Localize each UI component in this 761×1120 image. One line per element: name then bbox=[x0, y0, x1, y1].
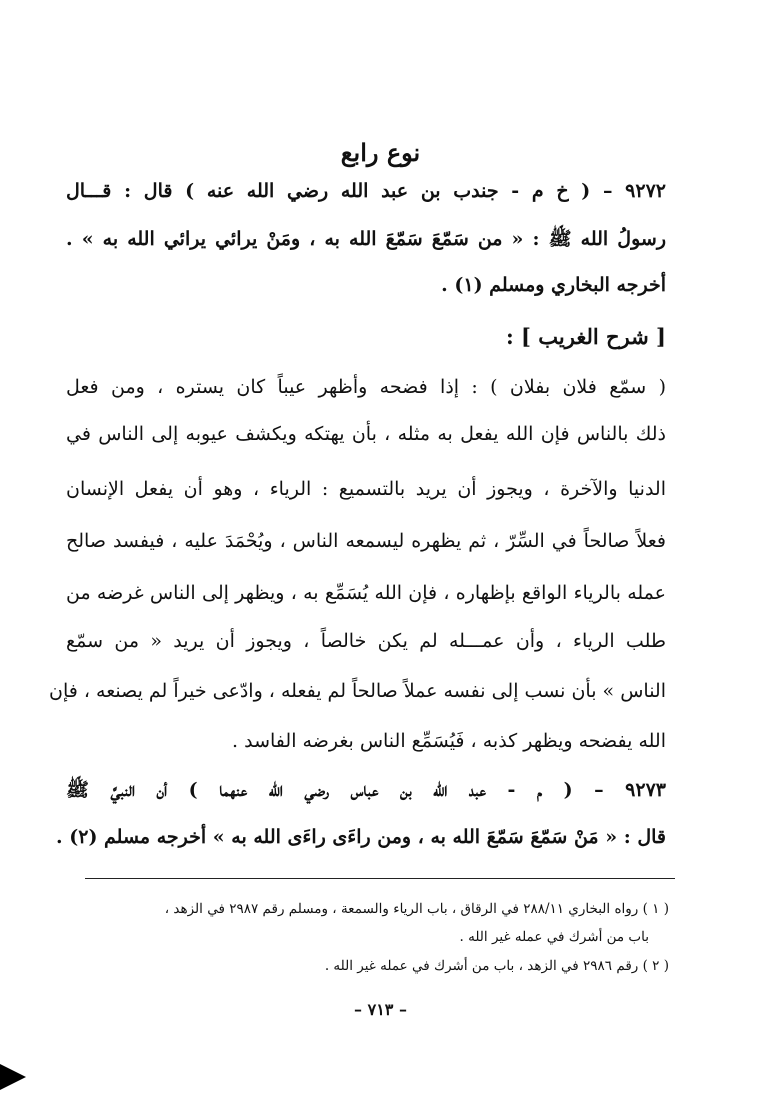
sharh-gharib-title: [ شرح الغريب ] : bbox=[505, 324, 666, 349]
hadith-9272-header: ٩٢٧٢ – ( خ م - جندب بن عبد الله رضي الله عنه ) قال : قـــال bbox=[66, 180, 666, 202]
footnote-divider bbox=[85, 878, 675, 879]
sharh-line: فعلاً صالحاً في السِّرّ ، ثم يظهره ليسمعه الناس ، ويُحْمَدَ عليه ، فيفسد صالح bbox=[66, 530, 666, 552]
section-heading: نوع رابع bbox=[340, 138, 421, 167]
hadith-9273-header: ٩٢٧٣ – ( م - عبد الله بن عباس رضي الله عنهما ) أن النبيَّ ﷺ bbox=[66, 779, 666, 801]
sharh-line: طلب الرياء ، وأن عمـــله لم يكن خالصاً ، ويجوز أن يريد « من سمّع bbox=[66, 630, 666, 652]
page-corner-triangle bbox=[0, 1064, 26, 1090]
footnote-1: ( ١ ) رواه البخاري ٢٨٨/١١ في الرقاق ، باب الرياء والسمعة ، ومسلم رقم ٢٩٨٧ في الزهد ، bbox=[164, 901, 669, 917]
sharh-line: ذلك بالناس فإن الله يفعل به مثله ، بأن يهتكه ويكشف عيوبه إلى الناس في bbox=[66, 423, 666, 445]
footnote-2: ( ٢ ) رقم ٢٩٨٦ في الزهد ، باب من أشرك في عمله غير الله . bbox=[324, 958, 669, 974]
sharh-line: عمله بالرياء الواقع بإظهاره ، فإن الله يُسَمِّع به ، ويظهر إلى الناس غرضه من bbox=[66, 582, 666, 604]
sharh-line: الدنيا والآخرة ، ويجوز أن يريد بالتسميع : الرياء ، وهو أن يفعل الإنسان bbox=[66, 478, 666, 500]
sharh-line: الناس » بأن نسب إلى نفسه عملاً صالحاً لم يفعله ، وادّعى خيراً لم يصنعه ، فإن bbox=[48, 680, 666, 702]
sharh-line: ( سمّع فلان بفلان ) : إذا فضحه وأظهر عيباً كان يستره ، ومن فعل bbox=[66, 376, 666, 398]
hadith-9272-text: رسولُ الله ﷺ : « من سَمّعَ سَمّعَ الله به ، ومَنْ يرائي يرائي الله به » . bbox=[66, 228, 666, 250]
page-number: – ٧١٣ – bbox=[354, 1000, 407, 1019]
hadith-9273-text: قال : « مَنْ سَمّعَ سَمّعَ الله به ، ومن راءَى راءَى الله به » أخرجه مسلم (٢) . bbox=[55, 826, 666, 848]
footnote-1-continued: باب من أشرك في عمله غير الله . bbox=[459, 929, 649, 945]
sharh-line: الله يفضحه ويظهر كذبه ، فَيُسَمِّع الناس بغرضه الفاسد . bbox=[232, 730, 666, 752]
hadith-9272-takhrij: أخرجه البخاري ومسلم (١) . bbox=[441, 274, 666, 296]
